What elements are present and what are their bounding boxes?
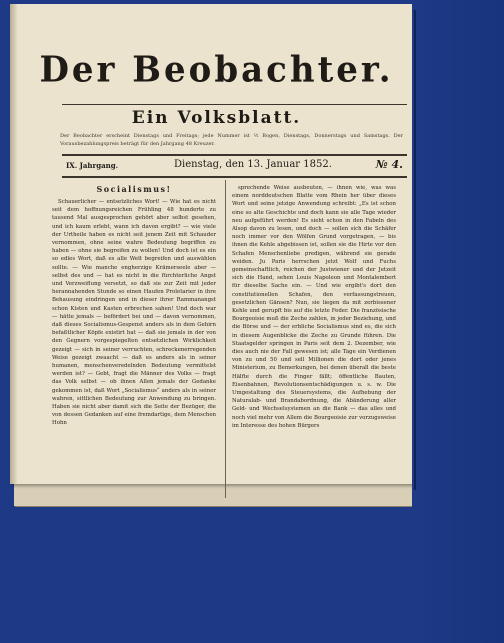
rule-under-title [62, 104, 407, 105]
article-heading: Socialismus! [96, 184, 172, 194]
article-text-left: Schauerlicher — entsetzliches Wort! — Wie hat es nicht seit dem hoffnungsreichen Frühling 48 hunderte zu tausend Mal ausgesprochen gehört aber selbst gesehen, und ich kaum erlebt, wann ich davon ergibt? — wie viele der Urtheile haben es nicht seit jenem Zeit mit Schauder vernommen, ohne seine wahre Bedeutung begriffen zu haben — ohne sie begreifen zu wollen! Und doch ist es ein so edles Wort, daß es alle Welt begreifen und auswählen sollte. — Wie manche engherzige Krämerseele aber — selbst des und — hat es nicht in die fürchterliche Angst und Verzweiflung versetzt, so daß sie zur Zeit mit jeder herannahenden Stunde so einen Haufen Proletarier in ihre Behausung eindringen und in dieser ihrer Rammanangst schon Kisten und Kasten erbrechen sahen! Und doch war — hätte jemals — befördert bei und — davon vernommen, daß dieses Socialismus-Gespenst anders als in dem Gehirn befaßtlicher Köpfe existirt hat — daß sie jemals in der von den Gegnern vorgespiegelten entsetzlichen Wirklichkeit gezeigt — sich in seiner verruchten, schreckenerregenden Weise gezeigt zwaacht — daß es anders als in seiner humanen, menschenveredelnden Bedeutung vermittelst werden ist? — Gebt, fragt die Männer des Volks — fragt das Volk selbst — ob ihnen Allen jemals der Gedanke gekommen ist, daß Wort „Socialismus“ anders als in seiner wahren, sittlichen Bedeutung zur Anwendung zu bringen. Haben sie nicht aber damit sich die Seite der Bezüger, die von dessen Gedanken auf eine fremdartige, dem Menschen Hohn [52, 199, 216, 427]
rule-above-issue [62, 154, 407, 156]
page-edge-shadow [414, 10, 416, 490]
issue-number: № 4. [375, 158, 403, 171]
article-column-left [52, 184, 216, 502]
article-column-right [232, 184, 396, 484]
masthead-subtitle: Ein Volksblatt. [131, 108, 302, 128]
masthead-title: Der Beobachter. [39, 49, 394, 91]
issue-date: Dienstag, den 13. Januar 1852. [174, 159, 332, 170]
background-right [412, 0, 504, 643]
rule-below-issue [62, 176, 407, 178]
article-text-right: sprechende Weise ausbeuten, — ihnen wie, was was einem norddeutschen Blatte vom Rhein her über dieses Wort und seine jetzige Anwendung schreibt: „Es ist schon eine so alte Geschichte und doch kann sie alle Tage wieder neu aufgeführt werden! Es sieht schon in den Fabeln des Alsop davon zu lesen, und doch — sollen sich die Schäfer noch immer vor den Wölfen Grund vorgetragen, — bis ihnen die Kehle abgebissen ist, sollen sie die Hirte vor den Schafen Menschenliebe predigen, während sie gerade weiden. Ju Paris herrschen jetzt Wolf und Fuchs gemeinschaftlich, reichen der Justwiener und der Jetzeit sich die Hand, sehen Louis Napoleon und Montalembert für dieselbe Sache ein. — Und wie ergibt's dort den constitutionellen Schafen, den verfassungstreuen, gesetzlichen Gänsen? Nun, sie liegen da mit zerbissener Kehle und gerupft bis auf die letzte Feder. Die französische Bourgeoisie muß die Zeche zahlen, in jeder Beziehung, und die Börse und — der erbliche Socialismus sind es, die sich in diesem Augenblicke die Zeche zu Grunde führen. Die Staatsgelder springen in Paris seit dem 2. Dezember, wie dies auch nie der Fall gewesen ist; alle Tage ein Verdienen von zu und 50 und sell Millionen die dort oder jenes Ministerium, zu Bemerkungen, bei denen überall die beste Hälfte durch die Finger fällt; öffentliche Bauten, Eisenbahnen, Revolutionsentschädigungen u. s. w. Die Umgestaltung des Steuersystems, die Aufhebung der Naturalab- und Brandabordnung, die Abänderung aller Geld- und Wechselsystemen an die Bank — das alles und noch viel mehr von Allem die Bourgeoisie zur vorzugsweise im Interesse des hohen Bürgers [232, 185, 396, 429]
masthead-notice: Der Beobachter erscheint Dienstags und Freitags; jede Nummer ist ½ Bogen, Dienstags, Donnerstags und Samstags. Der Vorausbezahlungspreis beträgt für den Jahrgang 48 Kreuzer. [60, 133, 403, 147]
issue-line [62, 158, 405, 174]
column-divider [225, 180, 226, 498]
issue-volume: IX. Jahrgang. [66, 161, 119, 170]
